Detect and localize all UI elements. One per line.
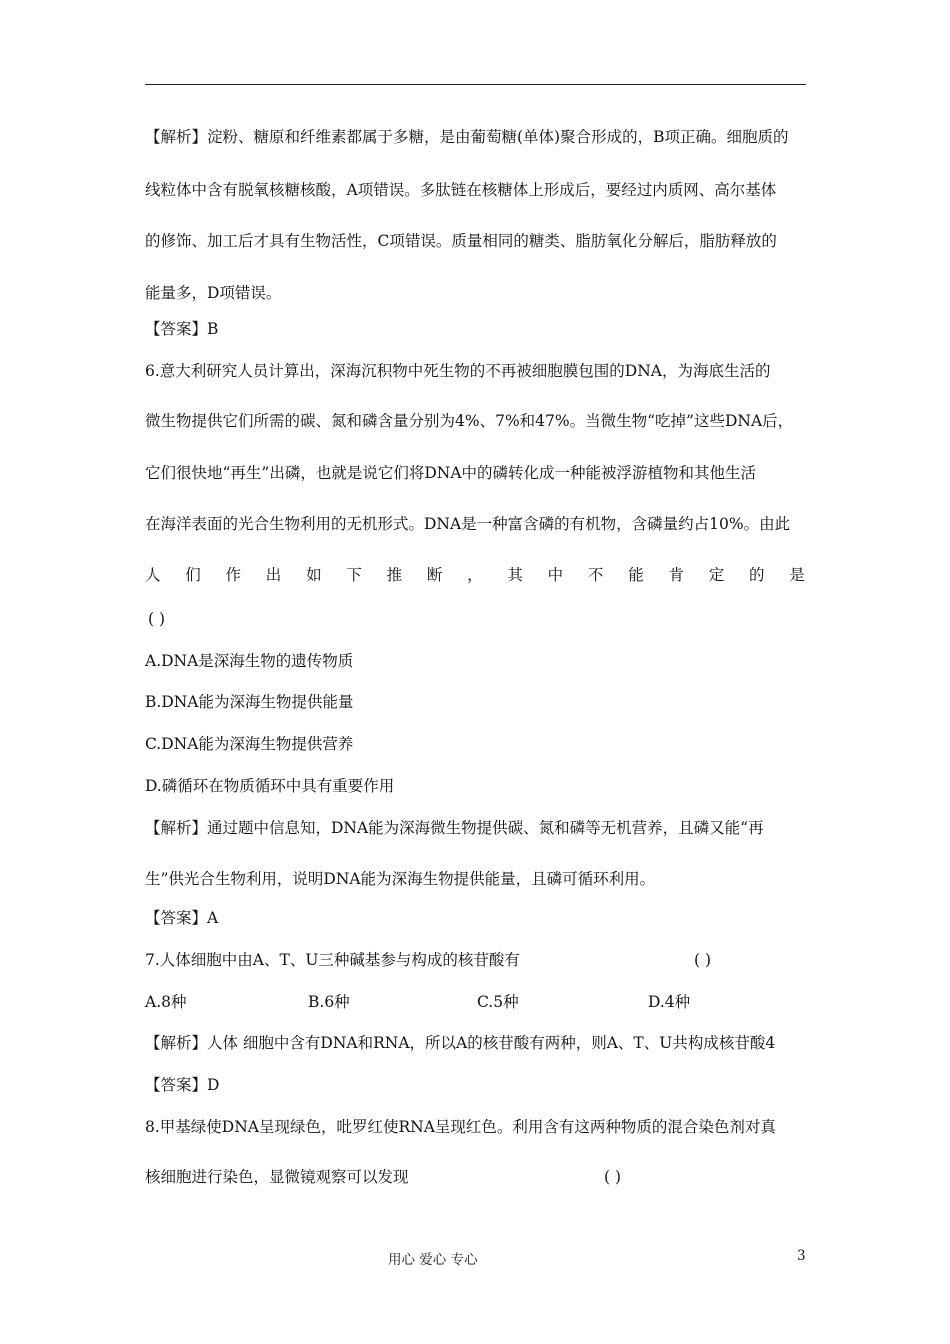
- q6-char: 断: [426, 566, 443, 584]
- q5-answer: 【答案】B: [145, 320, 219, 338]
- q6-char: 作: [225, 566, 242, 584]
- q6-stem-line-1: 6.意大利研究人员计算出，深海沉积物中死生物的不再被细胞膜包围的DNA，为海底生活的: [145, 362, 771, 380]
- q5-jiexi-line-1: 【解析】淀粉、糖原和纤维素都属于多糖，是由葡萄糖(单体)聚合形成的，B项正确。细胞质的: [145, 128, 789, 146]
- q6-stem-line-5: [145, 565, 805, 585]
- q6-char: 能: [628, 566, 644, 584]
- q6-option-a: A.DNA是深海生物的遗传物质: [145, 652, 354, 670]
- q6-bracket: ( ): [148, 610, 166, 628]
- q7-option-a: A.8种: [145, 993, 187, 1011]
- q7-option-d: D.4种: [648, 993, 691, 1011]
- q6-char: 们: [185, 566, 201, 584]
- q5-jiexi-line-3: 的修饰、加工后才具有生物活性，C项错误。质量相同的糖类、脂肪氧化分解后，脂肪释放的: [145, 232, 777, 250]
- q6-char: 不: [587, 566, 604, 584]
- q6-char: 人: [145, 566, 161, 584]
- page-number: 3: [797, 1248, 806, 1264]
- q6-char: 的: [748, 566, 765, 584]
- q7-options: [145, 992, 808, 1012]
- q6-char: 推: [386, 566, 403, 584]
- q6-char: 中: [547, 566, 564, 584]
- q6-char: 下: [346, 566, 362, 584]
- header-rule: [145, 84, 806, 85]
- q6-char: 定: [708, 566, 725, 584]
- q6-jiexi-line-1: 【解析】通过题中信息知，DNA能为深海微生物提供碳、氮和磷等无机营养，且磷又能“再: [145, 819, 764, 837]
- q6-char: 肯: [668, 566, 684, 584]
- q6-answer: 【答案】A: [145, 909, 219, 927]
- q6-option-b: B.DNA能为深海生物提供能量: [145, 693, 354, 711]
- q8-stem-line-1: 8.甲基绿使DNA呈现绿色，吡罗红使RNA呈现红色。利用含有这两种物质的混合染色剂对真: [145, 1118, 776, 1136]
- q7-option-b: B.6种: [308, 993, 350, 1011]
- q6-char: 出: [265, 566, 282, 584]
- q8-stem-line-2: 核细胞进行染色，显微镜观察可以发现: [145, 1168, 409, 1186]
- q7-bracket: ( ): [694, 951, 712, 969]
- q6-char: 是: [789, 566, 805, 584]
- footer-motto: 用心 爱心 专心: [388, 1252, 478, 1268]
- q6-option-c: C.DNA能为深海生物提供营养: [145, 735, 354, 753]
- q6-jiexi-line-2: 生”供光合生物利用，说明DNA能为深海生物提供能量，且磷可循环利用。: [145, 870, 656, 888]
- q7-stem: 7.人体细胞中由A、T、U三种碱基参与构成的核苷酸有: [145, 951, 520, 969]
- q6-char: ，: [467, 566, 483, 584]
- q7-jiexi: 【解析】人体 细胞中含有DNA和RNA，所以A的核苷酸有两种，则A、T、U共构成核苷酸4: [145, 1034, 776, 1052]
- q6-stem-line-2: 微生物提供它们所需的碳、氮和磷含量分别为4%、7%和47%。当微生物“吃掉”这些DNA后，: [145, 412, 794, 430]
- q5-jiexi-line-2: 线粒体中含有脱氧核糖核酸，A项错误。多肽链在核糖体上形成后，要经过内质网、高尔基体: [145, 181, 777, 199]
- q6-option-d: D.磷循环在物质循环中具有重要作用: [145, 777, 395, 795]
- q6-char: 如: [306, 566, 322, 584]
- q6-stem-line-3: 它们很快地“再生”出磷，也就是说它们将DNA中的磷转化成一种能被浮游植物和其他生活: [145, 464, 757, 482]
- q5-jiexi-line-4: 能量多，D项错误。: [145, 284, 282, 302]
- q6-char: 其: [507, 566, 523, 584]
- q7-option-c: C.5种: [477, 993, 519, 1011]
- q6-stem-line-4: 在海洋表面的光合生物利用的无机形式。DNA是一种富含磷的有机物，含磷量约占10%。由此: [145, 515, 791, 533]
- q8-bracket: ( ): [604, 1168, 622, 1186]
- q7-answer: 【答案】D: [145, 1076, 220, 1094]
